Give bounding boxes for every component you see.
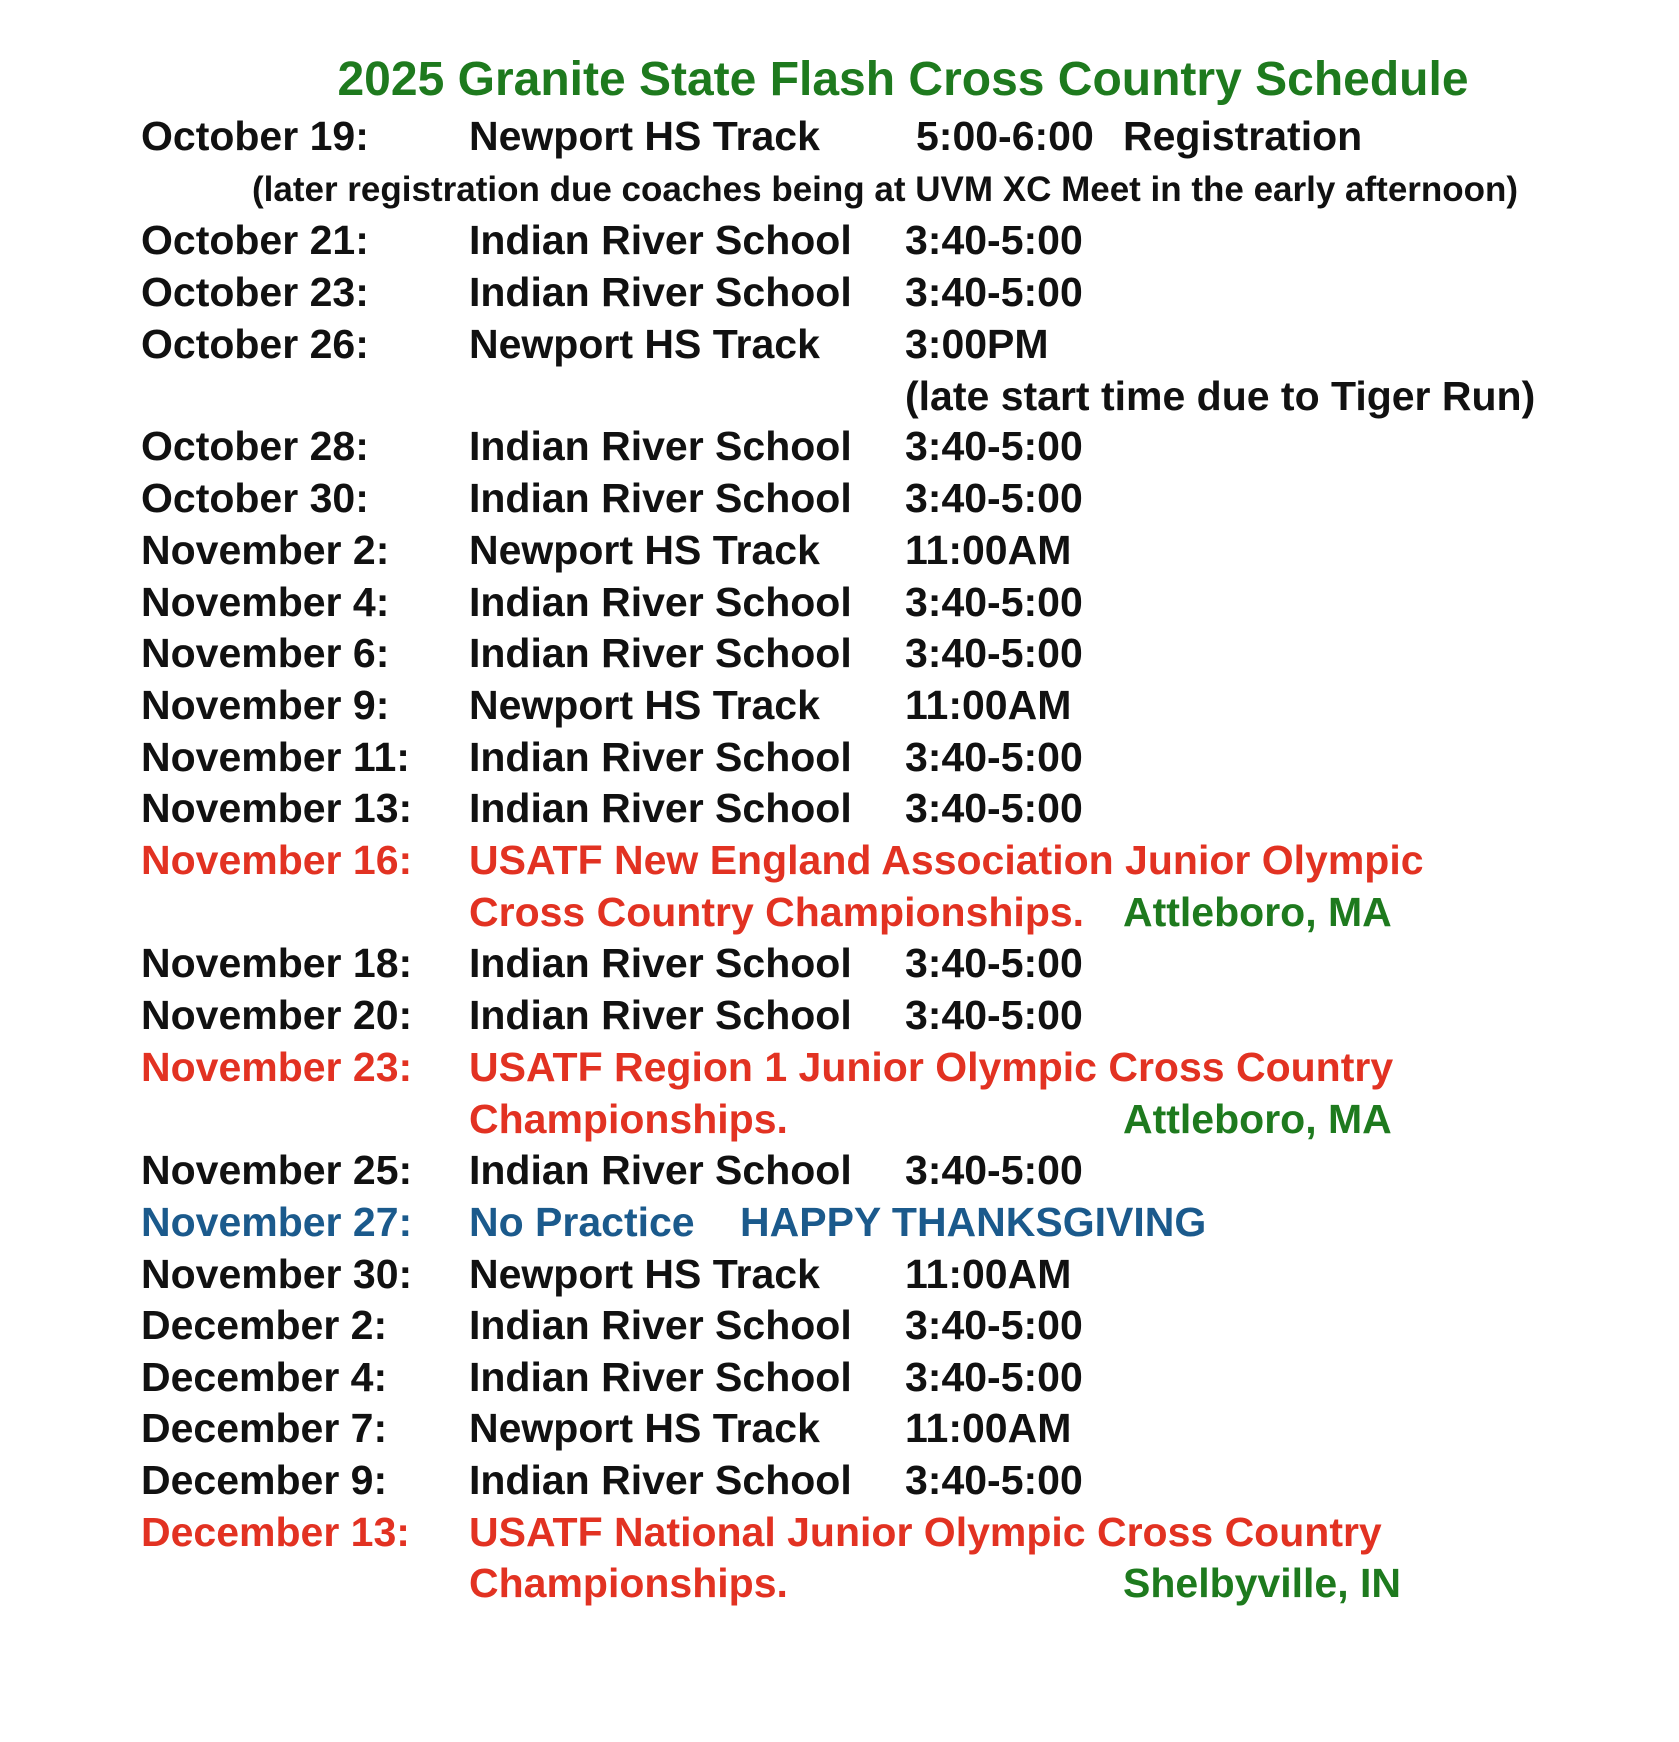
schedule-row: [0, 524, 1679, 576]
championship-title: Championships.: [469, 1560, 788, 1606]
schedule-date: October 19:: [141, 113, 369, 159]
schedule-location: Indian River School: [469, 734, 852, 780]
schedule-location: Newport HS Track: [469, 1405, 820, 1451]
schedule-location: Indian River School: [469, 1147, 852, 1193]
schedule-time: 3:40-5:00: [905, 423, 1083, 469]
schedule-time: 3:40-5:00: [905, 785, 1083, 831]
championship-row: [0, 834, 1679, 886]
schedule-date: October 28:: [141, 423, 369, 469]
schedule-time: 3:40-5:00: [905, 475, 1083, 521]
schedule-time: 3:40-5:00: [905, 217, 1083, 263]
schedule-date: October 23:: [141, 269, 369, 315]
schedule-row: [0, 1454, 1679, 1506]
schedule-time: 3:00PM: [905, 321, 1049, 367]
schedule-date: November 25:: [141, 1147, 413, 1193]
schedule-location: Newport HS Track: [469, 321, 820, 367]
schedule-location: Indian River School: [469, 269, 852, 315]
schedule-date: December 7:: [141, 1405, 388, 1451]
schedule-time: 3:40-5:00: [905, 1354, 1083, 1400]
schedule-note: (late start time due to Tiger Run): [905, 373, 1536, 419]
schedule-location: Indian River School: [469, 785, 852, 831]
schedule-note-row: [0, 370, 1679, 422]
page-title: 2025 Granite State Flash Cross Country Schedule: [337, 53, 1469, 106]
schedule-location: Newport HS Track: [469, 113, 820, 159]
schedule-location: Indian River School: [469, 1302, 852, 1348]
schedule-row: [0, 731, 1679, 783]
schedule-location: Newport HS Track: [469, 682, 820, 728]
schedule-date: December 4:: [141, 1354, 388, 1400]
schedule-time: 3:40-5:00: [905, 992, 1083, 1038]
schedule-location: Indian River School: [469, 217, 852, 263]
schedule-row: [0, 782, 1679, 834]
schedule-date: November 4:: [141, 579, 390, 625]
schedule-row: [0, 266, 1679, 318]
schedule-time: 3:40-5:00: [905, 269, 1083, 315]
schedule-date: October 21:: [141, 217, 369, 263]
schedule-date: December 2:: [141, 1302, 388, 1348]
schedule-date: November 11:: [141, 734, 410, 780]
schedule-row: [0, 1402, 1679, 1454]
schedule-date: November 20:: [141, 992, 413, 1038]
schedule-row: [0, 1248, 1679, 1300]
schedule-time: 3:40-5:00: [905, 630, 1083, 676]
schedule-time: 11:00AM: [905, 527, 1072, 573]
schedule-time: 3:40-5:00: [905, 579, 1083, 625]
schedule-date: October 30:: [141, 475, 369, 521]
holiday-row: [0, 1196, 1679, 1248]
schedule-time: 11:00AM: [905, 1251, 1072, 1297]
schedule-time: 11:00AM: [905, 1405, 1072, 1451]
championship-place: Attleboro, MA: [1123, 889, 1392, 935]
championship-row: [0, 1041, 1679, 1093]
schedule-location: Indian River School: [469, 940, 852, 986]
championship-title: Cross Country Championships.: [469, 889, 1085, 935]
schedule-row: [0, 420, 1679, 472]
schedule-location: Indian River School: [469, 1354, 852, 1400]
schedule-time: 3:40-5:00: [905, 734, 1083, 780]
schedule-location: Newport HS Track: [469, 527, 820, 573]
championship-row-continued: [0, 886, 1679, 938]
championship-place: Shelbyville, IN: [1123, 1560, 1401, 1606]
schedule-time: 3:40-5:00: [905, 940, 1083, 986]
schedule-date: November 6:: [141, 630, 390, 676]
schedule-row: [0, 627, 1679, 679]
schedule-note: (later registration due coaches being at UVM XC Meet in the early afternoon): [252, 170, 1519, 209]
schedule-date: November 18:: [141, 940, 413, 986]
schedule-location: Indian River School: [469, 423, 852, 469]
championship-place: Attleboro, MA: [1123, 1096, 1392, 1142]
championship-row: [0, 1506, 1679, 1558]
championship-title: USATF Region 1 Junior Olympic Cross Country: [469, 1044, 1394, 1090]
championship-title: USATF National Junior Olympic Cross Country: [469, 1509, 1382, 1555]
schedule-time: 3:40-5:00: [905, 1457, 1083, 1503]
championship-title: USATF New England Association Junior Olympic: [469, 837, 1424, 883]
schedule-row: [0, 1144, 1679, 1196]
schedule-location: Newport HS Track: [469, 1251, 820, 1297]
schedule-time: 3:40-5:00: [905, 1302, 1083, 1348]
schedule-row: [0, 110, 1679, 162]
schedule-row: [0, 937, 1679, 989]
championship-row-continued: [0, 1557, 1679, 1609]
championship-title: Championships.: [469, 1096, 788, 1142]
schedule-row: [0, 1299, 1679, 1351]
schedule-date: November 13:: [141, 785, 413, 831]
championship-row-continued: [0, 1093, 1679, 1145]
schedule-date: November 9:: [141, 682, 390, 728]
schedule-date: November 23:: [141, 1044, 413, 1090]
schedule-date: December 9:: [141, 1457, 388, 1503]
schedule-location: Indian River School: [469, 579, 852, 625]
schedule-date: December 13:: [141, 1509, 410, 1555]
holiday-label: HAPPY THANKSGIVING: [740, 1199, 1207, 1245]
schedule-row: [0, 679, 1679, 731]
schedule-time: 3:40-5:00: [905, 1147, 1083, 1193]
schedule-location: Indian River School: [469, 1457, 852, 1503]
schedule-location: Indian River School: [469, 475, 852, 521]
schedule-row: [0, 1351, 1679, 1403]
schedule-extra: Registration: [1123, 113, 1363, 159]
schedule-row: [0, 989, 1679, 1041]
schedule-location: Indian River School: [469, 630, 852, 676]
schedule-row: [0, 214, 1679, 266]
schedule-date: October 26:: [141, 321, 369, 367]
no-practice-label: No Practice: [469, 1199, 695, 1245]
schedule-time: 5:00-6:00: [916, 113, 1094, 159]
schedule-date: November 16:: [141, 837, 413, 883]
schedule-row: [0, 318, 1679, 370]
schedule-time: 11:00AM: [905, 682, 1072, 728]
schedule-date: November 27:: [141, 1199, 413, 1245]
schedule-date: November 30:: [141, 1251, 413, 1297]
schedule-row: [0, 576, 1679, 628]
schedule-row: [0, 472, 1679, 524]
schedule-date: November 2:: [141, 527, 390, 573]
schedule-location: Indian River School: [469, 992, 852, 1038]
